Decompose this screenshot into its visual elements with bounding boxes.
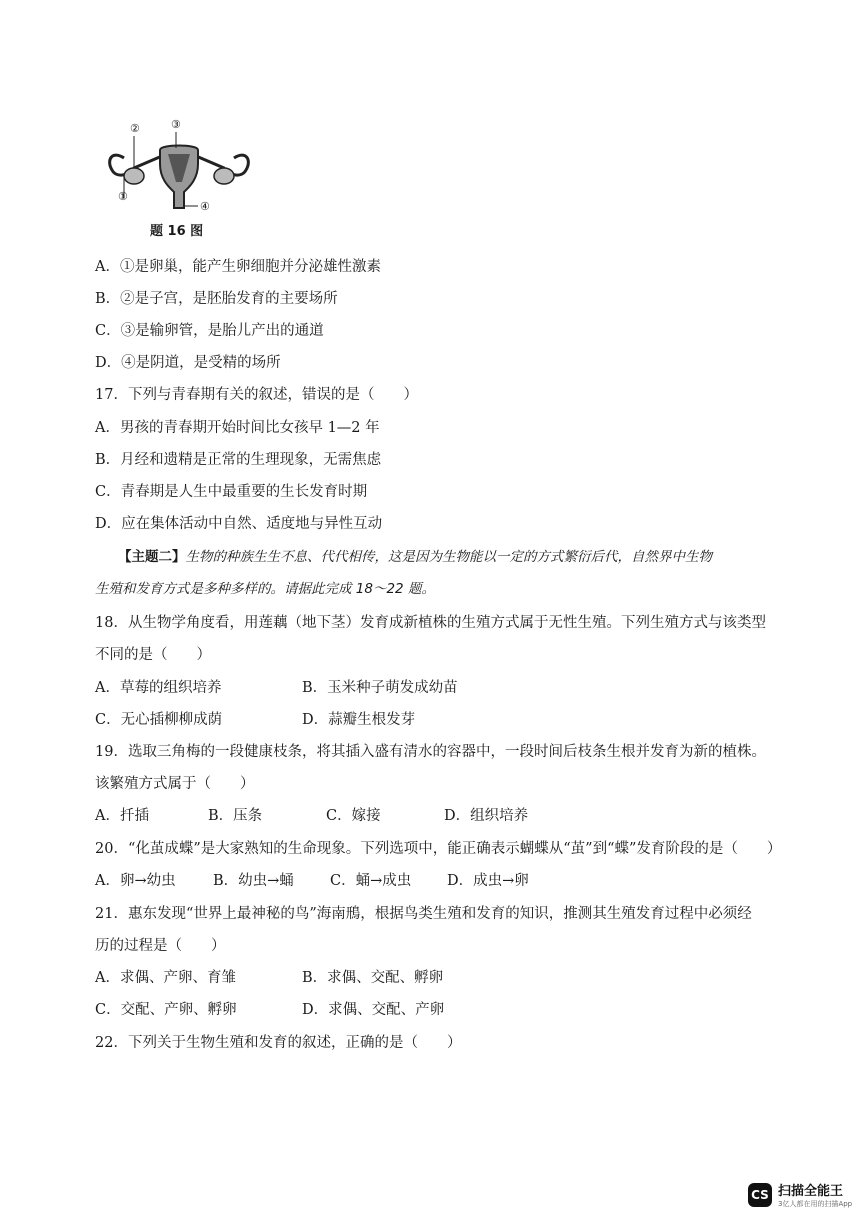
q20-stem: 20．“化茧成蝶”是大家熟知的生命现象。下列选项中，能正确表示蝴蝶从“茧”到“蝶”发育阶段的是（ ） [95,841,782,857]
figure-caption: 题 16 图 [150,224,204,239]
q22-stem: 22．下列关于生物生殖和发育的叙述，正确的是（ ） [95,1035,462,1051]
marker-3: ③ [171,118,181,131]
q21-stem-2: 历的过程是（ ） [95,938,226,954]
q21-option-a: A．求偶、产卵、育雏 [95,970,236,986]
q17-option-c: C．青春期是人生中最重要的生长发育时期 [95,484,368,500]
q20-option-c: C．蛹→成虫 [330,873,412,889]
q20-options-row [95,871,529,891]
q16-option-c: C．③是输卵管，是胎儿产出的通道 [95,323,324,339]
q18-options-row1 [95,678,458,698]
q16-option-a: A．①是卵巢，能产生卵细胞并分泌雄性激素 [95,259,381,275]
q21-option-d: D．求偶、交配、产卵 [302,1002,445,1018]
uterus-diagram [104,118,254,222]
q19-option-c: C．嫁接 [326,808,381,824]
q19-options-row [95,806,528,826]
camscanner-logo-icon: CS [748,1183,772,1207]
watermark-title: 扫描全能王 [778,1184,844,1199]
q16-option-b: B．②是子宫，是胚胎发育的主要场所 [95,291,338,307]
q18-stem-1: 18．从生物学角度看，用莲藕（地下茎）发育成新植株的生殖方式属于无性生殖。下列生殖方式与该类型 [95,615,766,631]
q21-option-b: B．求偶、交配、孵卵 [302,970,444,986]
q17-option-a: A．男孩的青春期开始时间比女孩早 1—2 年 [95,420,380,436]
theme2-label: 【主题二】 [118,549,186,565]
q19-option-b: B．压条 [208,808,263,824]
q18-option-a: A．草莓的组织培养 [95,680,222,696]
q17-option-d: D．应在集体活动中自然、适度地与异性互动 [95,516,383,532]
q21-option-c: C．交配、产卵、孵卵 [95,1002,237,1018]
q20-option-d: D．成虫→卵 [447,873,529,889]
q21-stem-1: 21．惠东发现“世界上最神秘的鸟”海南鳽，根据鸟类生殖和发育的知识，推测其生殖发育过程中必须经 [95,906,752,922]
q21-options-row2 [95,1000,444,1020]
q19-option-d: D．组织培养 [444,808,529,824]
q18-stem-2: 不同的是（ ） [95,647,211,663]
watermark-subtitle: 3亿人都在用的扫描App [778,1200,853,1208]
q19-stem-2: 该繁殖方式属于（ ） [95,776,255,792]
q18-options-row2 [95,710,415,730]
q21-options-row1 [95,968,443,988]
theme2-line2: 生殖和发育方式是多种多样的。请据此完成 18～22 题。 [95,581,435,597]
q17-option-b: B．月经和遗精是正常的生理现象，无需焦虑 [95,452,382,468]
q20-option-b: B．幼虫→蛹 [213,873,294,889]
q19-option-a: A．扦插 [95,808,149,824]
marker-4: ④ [200,200,210,213]
q18-option-c: C．无心插柳柳成荫 [95,712,223,728]
q19-stem-1: 19．选取三角梅的一段健康枝条，将其插入盛有清水的容器中，一段时间后枝条生根并发育为新的植株。 [95,744,766,760]
q18-option-b: B．玉米种子萌发成幼苗 [302,680,458,696]
q20-option-a: A．卵→幼虫 [95,873,176,889]
watermark-text [778,1180,852,1209]
q17-stem: 17．下列与青春期有关的叙述，错误的是（ ） [95,387,418,403]
q16-option-d: D．④是阴道，是受精的场所 [95,355,281,371]
theme2-line1 [118,547,712,567]
marker-2: ② [130,122,140,135]
uterus-illustration [104,118,254,218]
scanner-watermark [748,1180,852,1209]
q18-option-d: D．蒜瓣生根发芽 [302,712,416,728]
marker-1: ① [118,190,128,203]
theme2-text1: 生物的种族生生不息、代代相传，这是因为生物能以一定的方式繁衍后代，自然界中生物 [185,549,712,565]
